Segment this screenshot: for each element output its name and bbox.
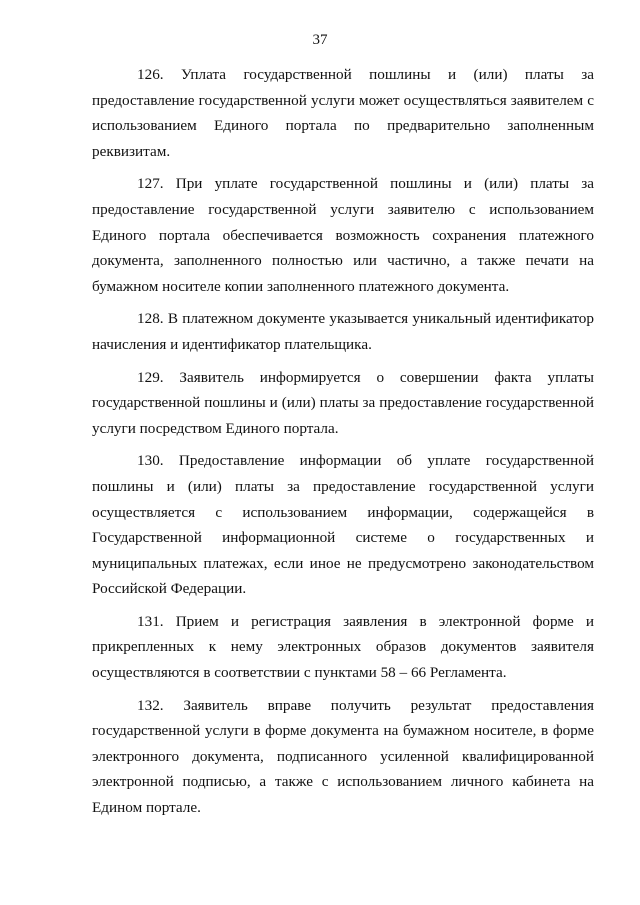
paragraph-128: 128. В платежном документе указывается уникальный идентификатор начисления и идентификатор плательщика. <box>92 310 594 353</box>
paragraph-129: 129. Заявитель информируется о совершении факта уплаты государственной пошлины и (или) платы за предоставление государственной услуги посредством Единого портала. <box>92 368 594 437</box>
paragraph-126: 126. Уплата государственной пошлины и (или) платы за предоставление государственной услуги может осуществляться заявителем с использованием Единого портала по предварительно заполненным реквизитам. <box>92 66 594 160</box>
paragraph-127: 127. При уплате государственной пошлины и (или) платы за предоставление государственной услуги заявителю с использованием Единого портала обеспечивается возможность сохранения платежного документа, заполненного полностью или частично, а также печати на бумажном носителе копии заполненного платежного документа. <box>92 175 594 295</box>
paragraph-130: 130. Предоставление информации об уплате государственной пошлины и (или) платы за предоставление государственной услуги осуществляется с использованием информации, содержащейся в Государственной информационной системе о государственных и муниципальных платежах, если иное не предусмотрено законодательством Российской Федерации. <box>92 452 594 598</box>
page-number: 37 <box>312 32 328 48</box>
document-body <box>92 62 594 828</box>
paragraph-131: 131. Прием и регистрация заявления в электронной форме и прикрепленных к нему электронных образов документов заявителя осуществляются в соответствии с пунктами 58 – 66 Регламента. <box>92 612 594 682</box>
paragraph-132: 132. Заявитель вправе получить результат предоставления государственной услуги в форме документа на бумажном носителе, в форме электронного документа, подписанного усиленной квалифицированной электронной подписью, а также с использованием личного кабинета на Едином портале. <box>92 696 594 817</box>
